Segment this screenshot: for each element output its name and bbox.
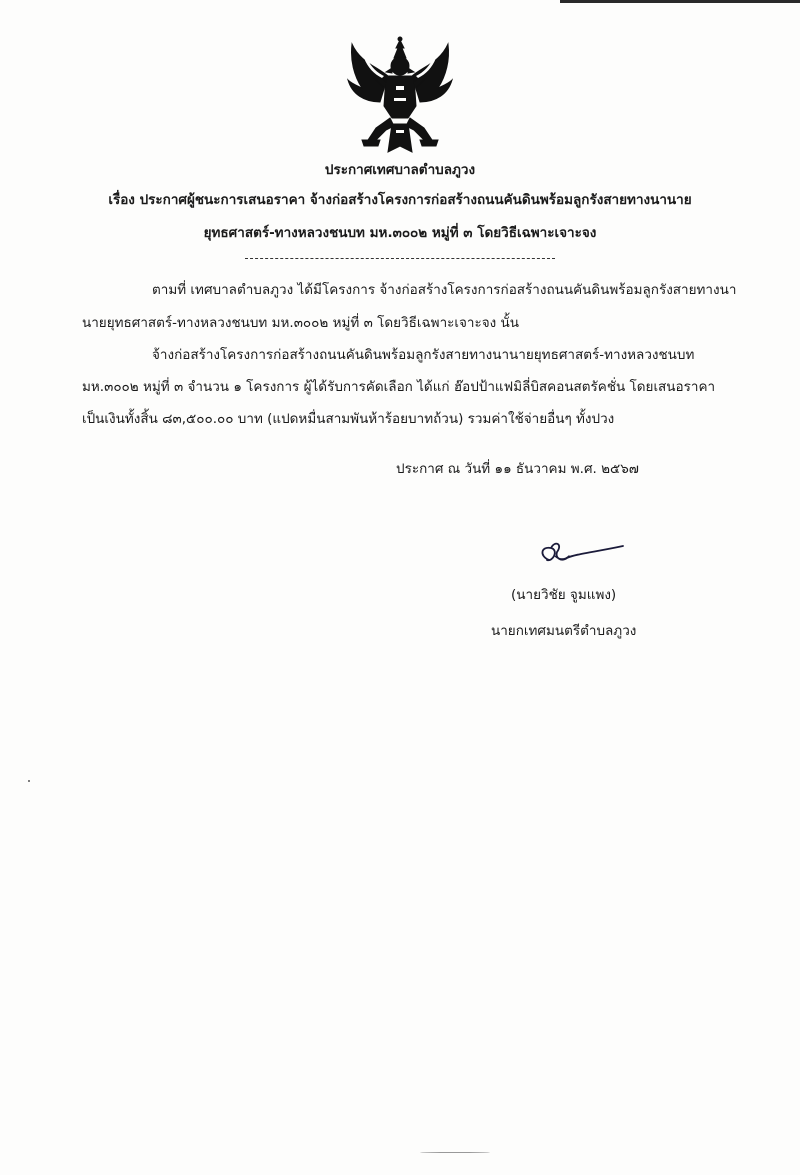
page-edge	[560, 0, 800, 3]
para1-line2: นายยุทธศาสตร์-ทางหลวงชนบท มห.๓๐๐๒ หมู่ที่ ๓ โดยวิธีเฉพาะเจาะจง นั้น	[82, 315, 520, 331]
separator-line	[245, 258, 555, 259]
para2-line3: เป็นเงินทั้งสิ้น ๘๓,๕๐๐.๐๐ บาท (แปดหมื่นสามพันห้าร้อยบาทถ้วน) รวมค่าใช้จ่ายอื่นๆ ทั้งปวง	[82, 411, 615, 427]
handwritten-signature	[535, 536, 630, 576]
signatory-position: นายกเทศมนตรีตำบลภูวง	[491, 623, 637, 639]
para2-line2: มห.๓๐๐๒ หมู่ที่ ๓ จำนวน ๑ โครงการ ผู้ได้รับการคัดเลือก ได้แก่ ฮ๊อปป้าแฟมิลี่บิสคอนสตรัคชั่น โดยเสนอราคา	[82, 379, 716, 395]
scan-edge	[420, 1152, 490, 1153]
garuda-emblem-icon	[346, 36, 454, 156]
issuer-title: ประกาศเทศบาลตำบลภูวง	[324, 162, 476, 178]
scan-speck	[28, 780, 30, 782]
para2-line1: จ้างก่อสร้างโครงการก่อสร้างถนนคันดินพร้อมลูกรังสายทางนานายยุทธศาสตร์-ทางหลวงชนบท	[152, 347, 695, 363]
signatory-name: (นายวิชัย จูมแพง)	[511, 587, 617, 603]
subject-line-1: เรื่อง ประกาศผู้ชนะการเสนอราคา จ้างก่อสร้างโครงการก่อสร้างถนนคันดินพร้อมลูกรังสายทางนานาย	[108, 192, 692, 208]
para1-line1: ตามที่ เทศบาลตำบลภูวง ได้มีโครงการ จ้างก่อสร้างโครงการก่อสร้างถนนคันดินพร้อมลูกรังสายทางนา	[152, 282, 737, 298]
announcement-date: ประกาศ ณ วันที่ ๑๑ ธันวาคม พ.ศ. ๒๕๖๗	[396, 461, 639, 477]
subject-line-2: ยุทธศาสตร์-ทางหลวงชนบท มห.๓๐๐๒ หมู่ที่ ๓ โดยวิธีเฉพาะเจาะจง	[203, 225, 597, 241]
